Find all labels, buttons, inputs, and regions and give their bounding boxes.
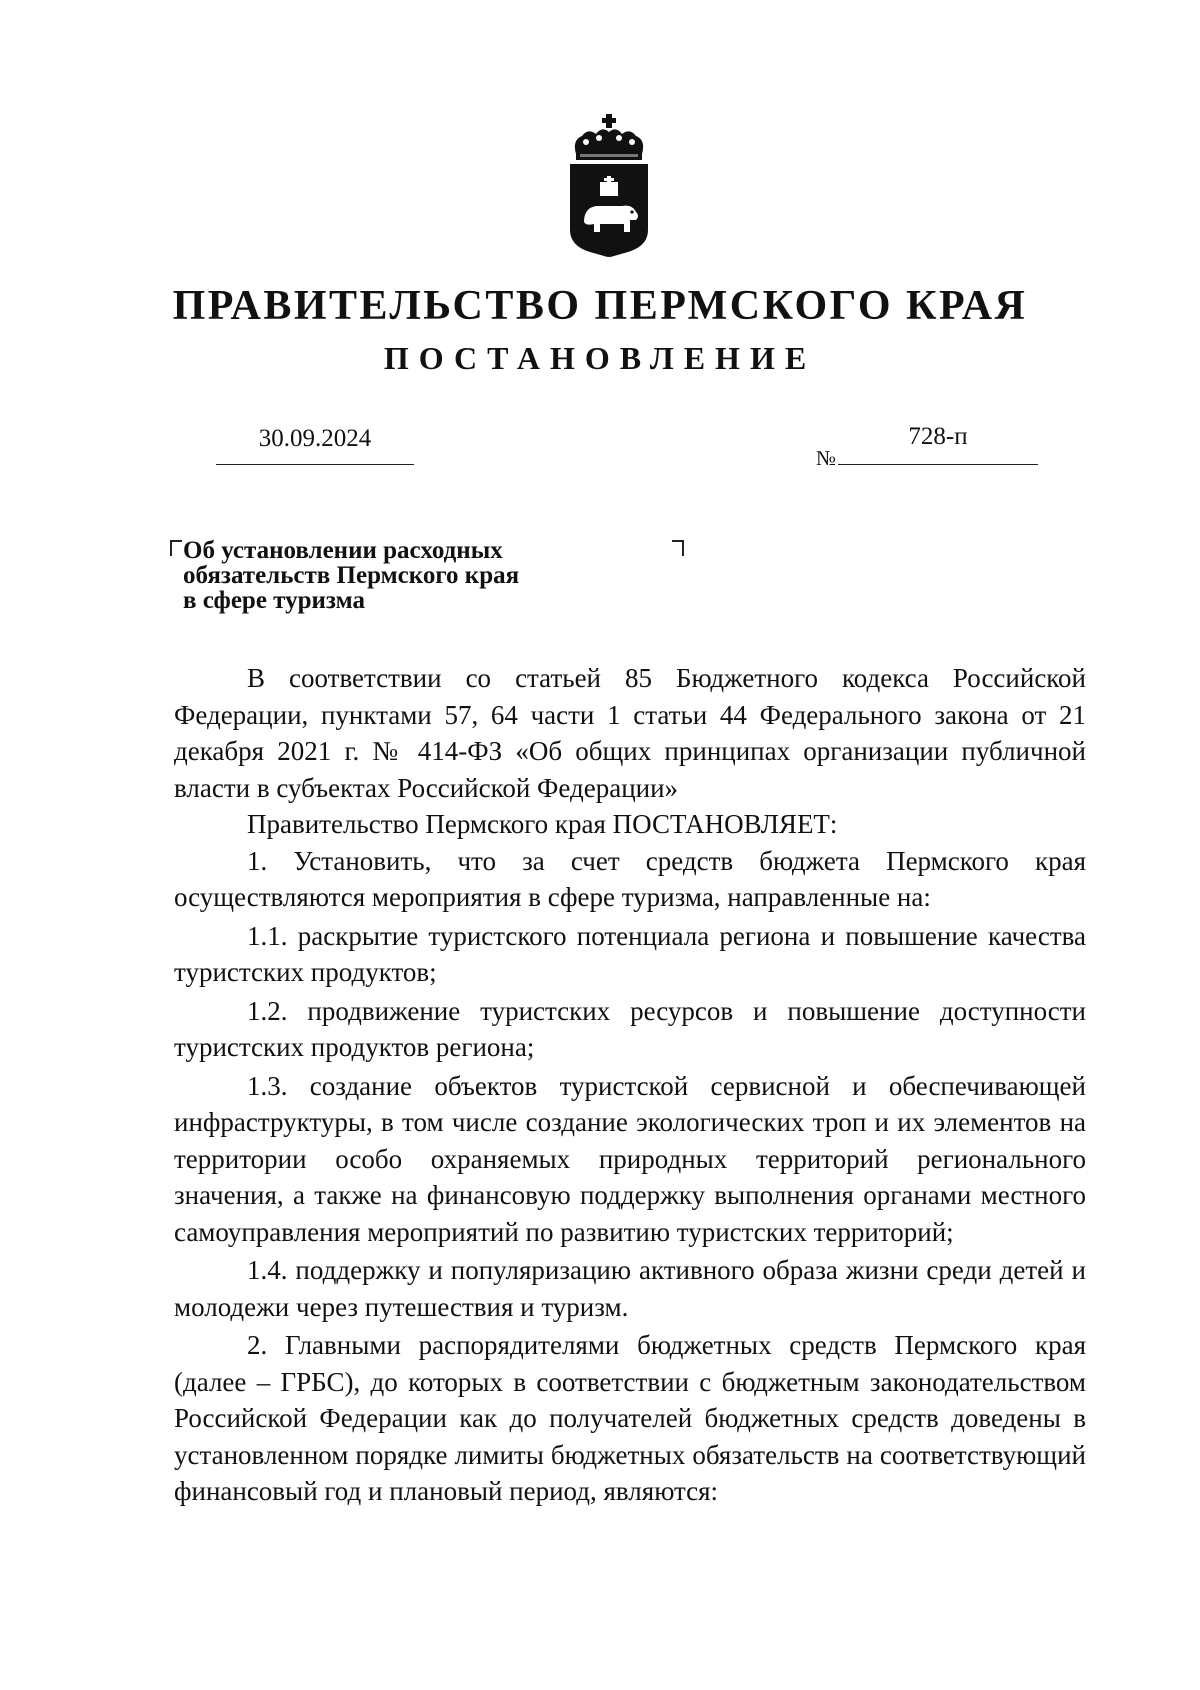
subject-line: Об установлении расходных bbox=[183, 537, 503, 564]
perm-krai-coat-of-arms-icon bbox=[566, 112, 652, 264]
subject-line: обязательств Пермского края bbox=[183, 562, 520, 589]
paragraph-item-2: 2. Главными распорядителями бюджетных средств Пермского края (далее – ГРБС), до которых в соответствии с бюджетным законодательством Российской Федерации как до получателей бюджетных средств доведены в установленном порядке лимиты бюджетных обязательств на соответствующий финансовый год и плановый период, являются: bbox=[174, 1330, 1086, 1506]
subject-corner-mark-right bbox=[672, 540, 684, 556]
paragraph-item-1-2: 1.2. продвижение туристских ресурсов и повышение доступности туристских продуктов региона; bbox=[174, 995, 1086, 1062]
subject-line: в сфере туризма bbox=[183, 587, 365, 614]
paragraph-item-1-4: 1.4. поддержку и популяризацию активного образа жизни среди детей и молодежи через путешествия и туризм. bbox=[174, 1255, 1086, 1322]
document-subject bbox=[183, 538, 643, 613]
paragraph-resolves: Правительство Пермского края ПОСТАНОВЛЯЕТ: bbox=[247, 809, 838, 839]
number-underline bbox=[838, 464, 1038, 465]
date-underline bbox=[216, 464, 414, 465]
document-body bbox=[174, 660, 1086, 1510]
document-date: 30.09.2024 bbox=[258, 425, 372, 452]
subject-corner-mark-left bbox=[170, 540, 182, 556]
government-title: ПРАВИТЕЛЬСТВО ПЕРМСКОГО КРАЯ bbox=[172, 283, 1028, 329]
paragraph-preamble: В соответствии со статьей 85 Бюджетного кодекса Российской Федерации, пунктами 57, 64 части 1 статьи 44 Федерального закона от 21 декабря 2021 г. № 414-ФЗ «Об общих принципах организации публичной власти в субъектах Российской Федерации» bbox=[174, 663, 1086, 803]
paragraph-item-1-3: 1.3. создание объектов туристской сервисной и обеспечивающей инфраструктуры, в том числе создание экологических троп и их элементов на территории особо охраняемых природных территорий регионального значения, а также на финансовую поддержку выполнения органами местного самоуправления мероприятий по развитию туристских территорий; bbox=[174, 1070, 1086, 1247]
number-sign: № bbox=[816, 446, 837, 470]
paragraph-item-1-1: 1.1. раскрытие туристского потенциала региона и повышение качества туристских продуктов; bbox=[174, 920, 1086, 987]
paragraph-item-1: 1. Установить, что за счет средств бюджета Пермского края осуществляются мероприятия в сфере туризма, направленные на: bbox=[174, 845, 1086, 912]
document-type-heading: ПОСТАНОВЛЕНИЕ bbox=[383, 340, 817, 376]
document-number: 728-п bbox=[908, 423, 968, 450]
